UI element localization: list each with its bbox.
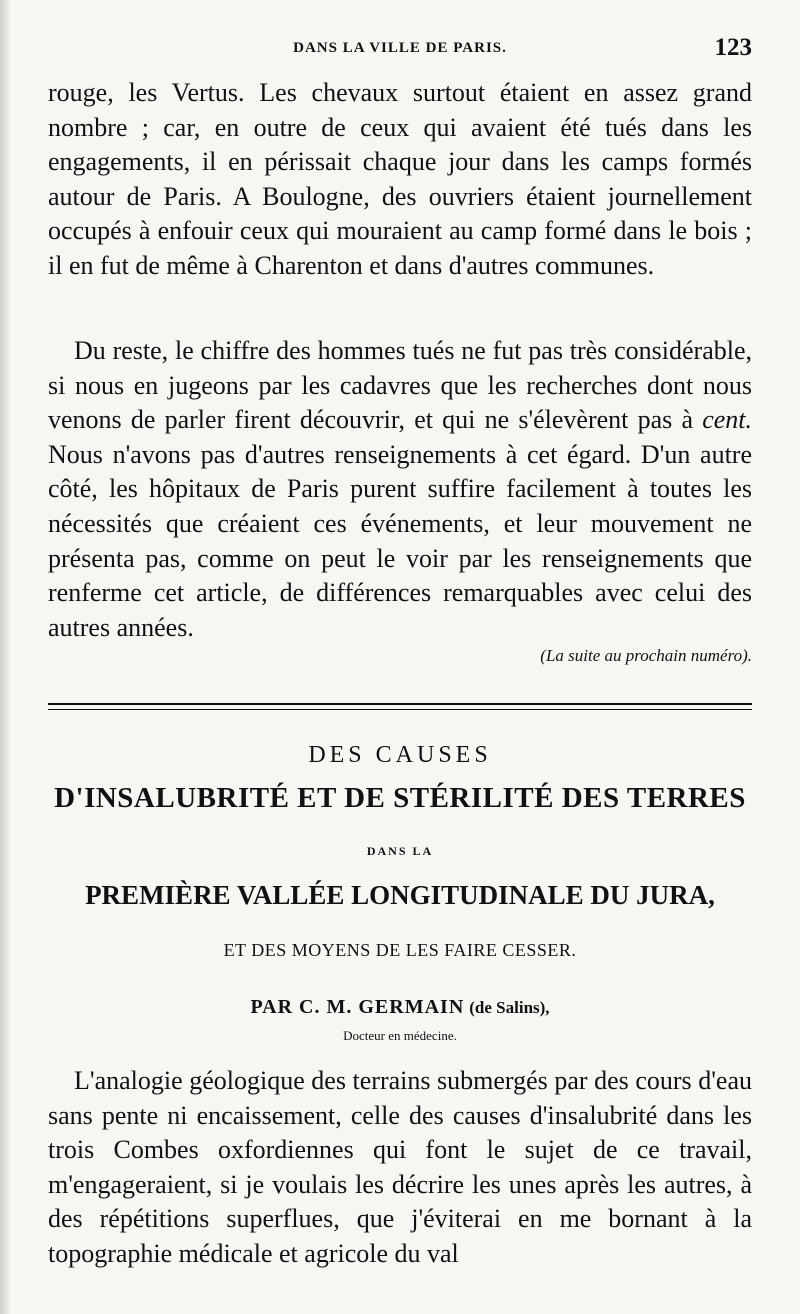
article-title-line-2: D'INSALUBRITÉ ET DE STÉRILITÉ DES TERRES xyxy=(54,782,746,814)
author-degree: Docteur en médecine. xyxy=(343,1028,457,1043)
paragraph-text-part: Nous n'avons pas d'autres renseignements à cet égard. D'un autre côté, les hôpitaux de Paris purent suffire facilement à toutes les nécessités que créaient ces événements, et leur mouvement ne présenta pas, comme on peut le voir par les renseignements que renferme cet article, de différences remarquables avec celui des autres années. xyxy=(48,439,752,642)
article-title-line-3: DANS LA xyxy=(366,844,434,858)
section-divider-thick xyxy=(48,703,752,705)
running-head: DANS LA VILLE DE PARIS. xyxy=(293,40,507,56)
paragraph-previous-article-end: rouge, les Vertus. Les chevaux surtout étaient en assez grand nombre ; car, en outre de ceux qui avaient été tués dans les engagements, il en périssait chaque jour dans les camps formés autour de Paris. A Boulogne, des ouvriers étaient journellement occupés à enfouir ceux qui mouraient au camp formé dans le bois ; il en fut de même à Charenton et dans d'autres communes. xyxy=(48,78,752,280)
paragraph-hospital-summary xyxy=(48,334,752,645)
continuation-note: (La suite au prochain numéro). xyxy=(540,646,752,665)
article-author xyxy=(48,996,752,1019)
article-title-line-4: PREMIÈRE VALLÉE LONGITUDINALE DU JURA, xyxy=(85,880,715,910)
author-name: PAR C. M. GERMAIN xyxy=(250,996,465,1018)
page-number: 123 xyxy=(714,34,752,61)
emphasized-word: cent. xyxy=(702,405,752,435)
section-divider-thin xyxy=(48,709,752,710)
paragraph-text-part: Du reste, le chiffre des hommes tués ne fut pas très considérable, si nous en jugeons par les cadavres que les recherches dont nous venons de parler firent découvrir, et qui ne s'élevèrent pas à xyxy=(48,336,752,435)
page-header xyxy=(48,34,752,70)
article-title-line-5: ET DES MOYENS DE LES FAIRE CESSER. xyxy=(223,940,577,960)
article-paragraph-1: L'analogie géologique des terrains submergés par des cours d'eau sans pente ni encaissement, celle des causes d'insalubrité dans les trois Combes oxfordiennes qui font le sujet de ce travail, m'engageraient, si je voulais les décrire les unes après les autres, à des répétitions superflues, que j'éviterai en me bornant à la topographie médicale et agricole du val xyxy=(48,1066,752,1268)
author-city: (de Salins), xyxy=(469,998,550,1017)
article-title-line-1: DES CAUSES xyxy=(308,742,492,768)
page-binding-edge xyxy=(0,0,10,1314)
